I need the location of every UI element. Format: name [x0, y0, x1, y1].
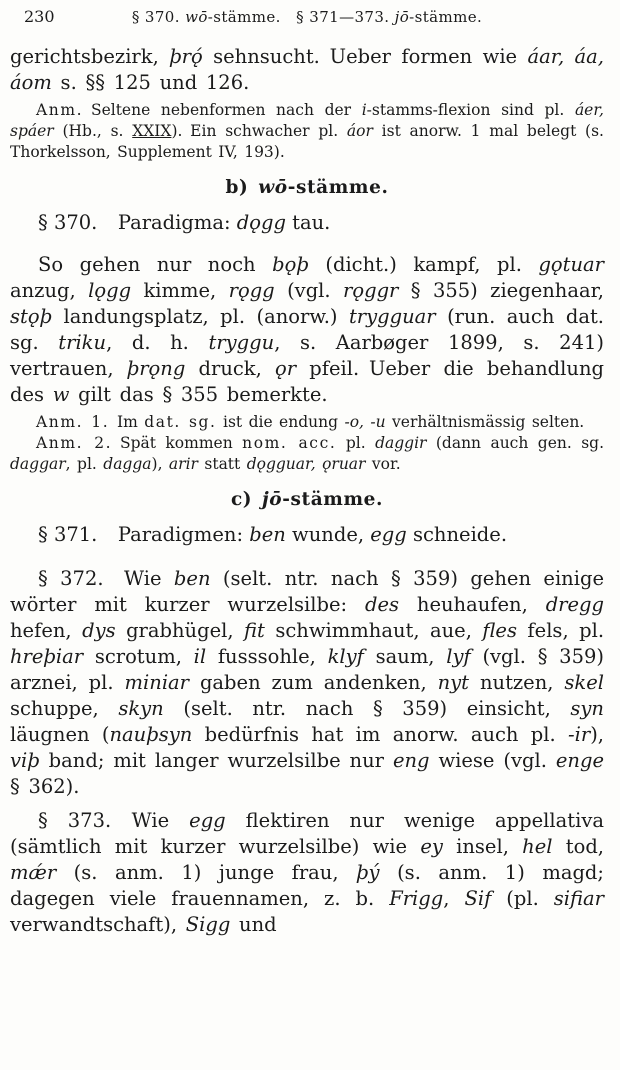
section-370-title: § 370. Paradigma: dǫgg tau.: [38, 211, 331, 234]
page-number: 230: [24, 7, 55, 26]
paragraph-intro: gerichtsbezirk, þrǫ́ sehnsucht. Ueber formen wie áar, áa, áom s. §§ 125 und 126.: [10, 45, 604, 94]
section-heading-b: b) wō-stämme.: [225, 177, 389, 198]
annotation-intro: Anm. Seltene nebenformen nach der i-stamms-flexion sind pl. áer, spáer (Hb., s. XXIX). Ein schwacher pl. áor ist anorw. 1 mal belegt (s. Thorkelsson, Supplement IV, 193).: [10, 101, 604, 161]
page-header: [10, 6, 604, 28]
section-371-title: § 371. Paradigmen: ben wunde, egg schneide.: [38, 523, 508, 546]
annotation-1: Anm. 1. Im dat. sg. ist die endung -o, -u verhältnismässig selten.: [36, 413, 585, 431]
annotation-2: Anm. 2. Spät kommen nom. acc. pl. daggir (dann auch gen. sg. daggar, pl. dagga), arir statt dǫgguar, ǫruar vor.: [10, 434, 604, 473]
section-heading-c: c) jō-stämme.: [230, 489, 384, 510]
running-head: § 370. wō-stämme. § 371—373. jō-stämme.: [131, 8, 483, 26]
paragraph-373: § 373. Wie egg flektiren nur wenige appellativa (sämtlich mit kurzer wurzelsilbe) wie ey insel, hel tod, mǽr (s. anm. 1) junge frau, þý (s. anm. 1) magd; dagegen viele frauennamen, z. b. Frigg, Sif (pl. sifiar verwandtschaft), Sigg und: [10, 809, 604, 936]
paragraph-370: So gehen nur noch bǫþ (dicht.) kampf, pl. gǫtuar anzug, lǫgg kimme, rǫgg (vgl. rǫggr § 355) ziegenhaar, stǫþ landungsplatz, pl. (anorw.) trygguar (run. auch dat. sg. triku, d. h. tryggu, s. Aarbøger 1899, s. 241) vertrauen, þrǫng druck, ǫr pfeil. Ueber die behandlung des w gilt das § 355 bemerkte.: [10, 253, 605, 406]
paragraph-372: § 372. Wie ben (selt. ntr. nach § 359) gehen einige wörter mit kurzer wurzelsilbe: des heuhaufen, dregg hefen, dys grabhügel, fit schwimmhaut, aue, fles fels, pl. hreþiar scrotum, il fusssohle, klyf saum, lyf (vgl. § 359) arznei, pl. miniar gaben zum andenken, nyt nutzen, skel schuppe, skyn (selt. ntr. nach § 359) einsicht, syn läugnen (nauþsyn bedürfnis hat im anorw. auch pl. -ir), viþ band; mit langer wurzelsilbe nur eng wiese (vgl. enge § 362).: [10, 567, 605, 798]
